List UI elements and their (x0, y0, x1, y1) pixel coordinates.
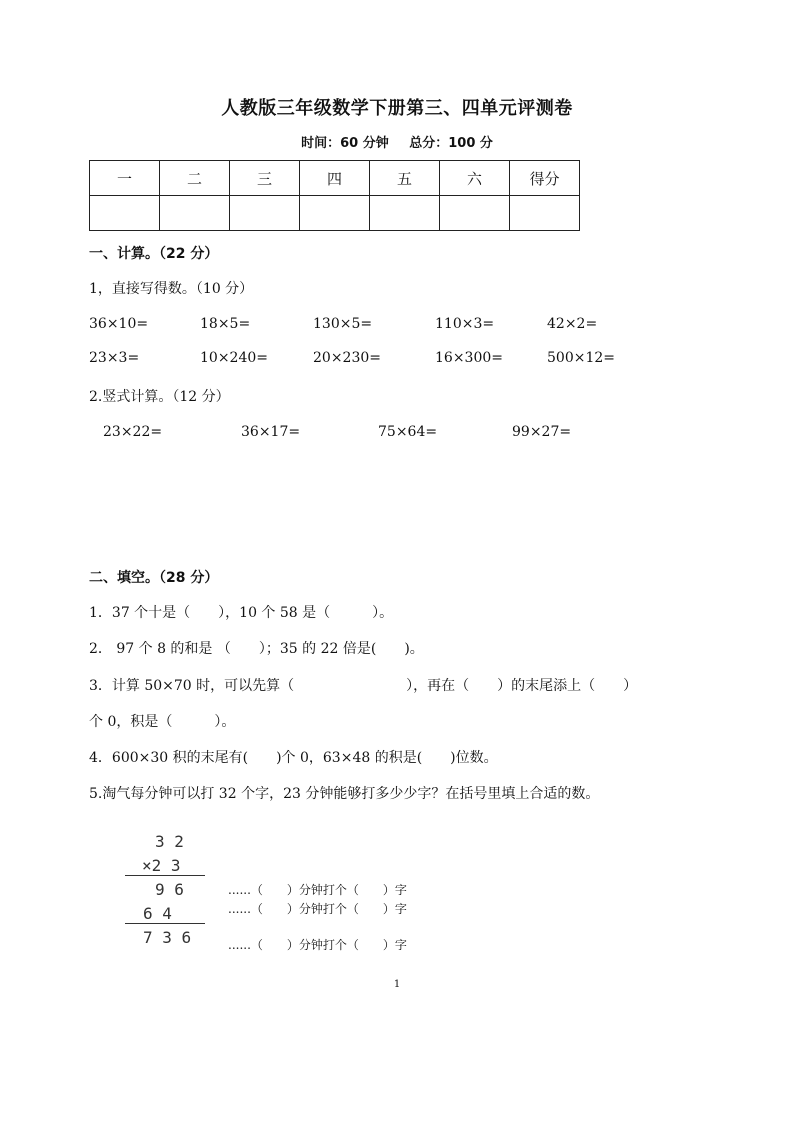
vertical-calc-item: 75×64= (378, 424, 438, 440)
score-table-header-row (90, 161, 580, 196)
calc-item: 42×2= (547, 316, 598, 332)
question-4: 4．600×30 积的末尾有( )个 0，63×48 的积是( )位数。 (89, 750, 498, 766)
calc-item: 23×3= (89, 350, 140, 366)
score-header-cell: 六 (440, 161, 510, 196)
score-header-cell: 得分 (510, 161, 580, 196)
score-table (89, 160, 580, 231)
calc-line (125, 875, 205, 876)
score-blank-cell[interactable] (160, 196, 230, 231)
calc-annotation: ......（ ）分钟打个（ ）字 (228, 883, 407, 897)
final-product: 7 3 6 (143, 928, 192, 947)
calc-item: 130×5= (313, 316, 373, 332)
total-score: 总分：100 分 (409, 136, 493, 151)
part2-label: 2.竖式计算。（12 分） (89, 389, 230, 405)
part1-label: 1，直接写得数。（10 分） (89, 281, 254, 297)
calc-item: 16×300= (435, 350, 503, 366)
calc-annotation: ......（ ）分钟打个（ ）字 (228, 902, 407, 916)
score-blank-cell[interactable] (370, 196, 440, 231)
calc-item: 110×3= (435, 316, 495, 332)
vertical-calc-item: 23×22= (103, 424, 163, 440)
question-3-cont: 个 0，积是（ ）。 (89, 714, 236, 730)
page-number: 1 (393, 979, 401, 990)
score-header-cell: 五 (370, 161, 440, 196)
score-blank-cell[interactable] (510, 196, 580, 231)
question-1: 1．37 个十是（ ），10 个 58 是（ ）。 (89, 605, 394, 621)
multiplicand: 3 2 (155, 832, 184, 851)
section2-heading: 二、填空。（28 分） (89, 570, 219, 586)
section1-heading: 一、计算。（22 分） (89, 246, 219, 262)
score-header-cell: 四 (300, 161, 370, 196)
score-blank-cell[interactable] (230, 196, 300, 231)
calc-line (125, 923, 205, 924)
calc-item: 18×5= (200, 316, 251, 332)
calc-item: 10×240= (200, 350, 268, 366)
calc-item: 36×10= (89, 316, 149, 332)
question-2: 2． 97 个 8 的和是 （ ）；35 的 22 倍是( )。 (89, 641, 424, 657)
page-title: 人教版三年级数学下册第三、四单元评测卷 (221, 98, 573, 119)
calc-item: 20×230= (313, 350, 381, 366)
score-blank-cell[interactable] (300, 196, 370, 231)
question-3: 3．计算 50×70 时，可以先算（ ），再在（ ）的末尾添上（ ） (89, 678, 638, 694)
partial-product-1: 9 6 (155, 880, 184, 899)
vertical-calc-item: 99×27= (512, 424, 572, 440)
score-blank-cell[interactable] (90, 196, 160, 231)
vertical-calc-item: 36×17= (241, 424, 301, 440)
score-header-cell: 一 (90, 161, 160, 196)
calc-annotation: ......（ ）分钟打个（ ）字 (228, 938, 407, 952)
multiplier: ×2 3 (142, 856, 181, 875)
score-header-cell: 三 (230, 161, 300, 196)
time-limit: 时间：60 分钟 (301, 136, 389, 151)
exam-info (0, 132, 794, 151)
question-5: 5.淘气每分钟可以打 32 个字，23 分钟能够打多少少字？在括号里填上合适的数。 (89, 786, 600, 802)
score-header-cell: 二 (160, 161, 230, 196)
calc-item: 500×12= (547, 350, 615, 366)
score-blank-cell[interactable] (440, 196, 510, 231)
partial-product-2: 6 4 (143, 904, 172, 923)
score-table-blank-row (90, 196, 580, 231)
